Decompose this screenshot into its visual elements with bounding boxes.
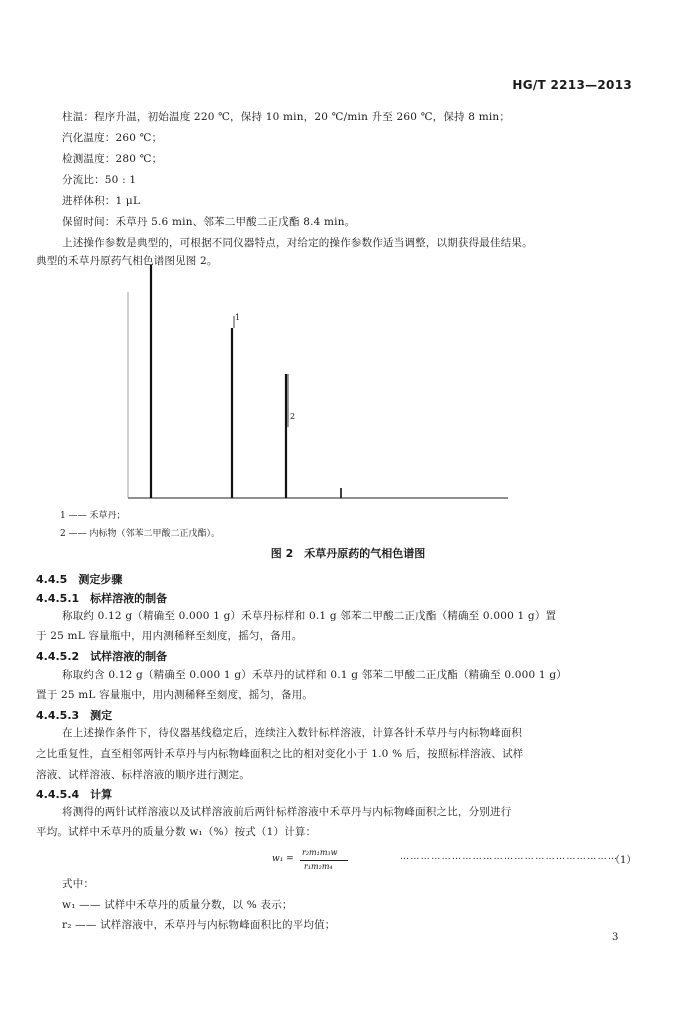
legend-item-2: 2 —— 内标物（邻苯二甲酸二正戊酯）。 — [60, 529, 220, 539]
section-4-4-5-3-line-1: 在上述操作条件下，待仪器基线稳定后，连续注入数针标样溶液，计算各针禾草丹与内标物峰面积 — [62, 727, 523, 739]
section-4-4-5-2-line-1: 称取约含 0.12 g（精确至 0.000 1 g）禾草丹的试样和 0.1 g 邻苯二甲酸二正戊酯（精确至 0.000 1 g） — [62, 669, 567, 681]
section-4-4-5-2-line-2: 置于 25 mL 容量瓶中，用内测稀释至刻度，摇匀，备用。 — [36, 689, 314, 701]
section-4-4-5-1-line-1: 称取约 0.12 g（精确至 0.000 1 g）禾草丹标样和 0.1 g 邻苯二甲酸二正戊酯（精确至 0.000 1 g）置 — [62, 610, 557, 622]
formula-denominator: r₁m₂m₄ — [304, 862, 333, 871]
peak-label-1: 1 — [235, 313, 241, 322]
where-item-r2: r₂ —— 试样溶液中，禾草丹与内标物峰面积比的平均值； — [62, 919, 336, 931]
section-4-4-5-title: 4.4.5 测定步骤 — [36, 573, 123, 586]
section-4-4-5-1-line-2: 于 25 mL 容量瓶中，用内测稀释至刻度，摇匀，备用。 — [36, 630, 303, 642]
where-label: 式中： — [62, 878, 95, 890]
section-4-4-5-3-line-2: 之比重复性，直至相邻两针禾草丹与内标物峰面积之比的相对变化小于 1.0 % 后，按照标样溶液、试样 — [36, 748, 524, 760]
section-4-4-5-4-line-2: 平均。试样中禾草丹的质量分数 w₁（%）按式（1）计算： — [36, 826, 317, 838]
equation-number: （1） — [610, 855, 637, 866]
formula-numerator: r₂m₁m₃w — [302, 848, 338, 857]
formula-lhs: w₁ = — [272, 854, 294, 864]
condition-retention-time: 保留时间：禾草丹 5.6 min、邻苯二甲酸二正戊酯 8.4 min。 — [62, 216, 356, 228]
peak-label-2: 2 — [290, 412, 296, 421]
condition-split-ratio: 分流比：50 : 1 — [62, 174, 137, 186]
formula-leader-dots: ……………………………………………………… — [400, 852, 619, 862]
legend-item-1: 1 —— 禾草丹； — [60, 511, 126, 521]
section-4-4-5-4-line-1: 将测得的两针试样溶液以及试样溶液前后两针标样溶液中禾草丹与内标物峰面积之比，分别进行 — [62, 806, 512, 818]
fraction-bar — [300, 860, 348, 861]
where-item-w1: w₁ —— 试样中禾草丹的质量分数，以 % 表示； — [62, 899, 293, 911]
chromatogram-figure — [120, 262, 520, 512]
section-4-4-5-3-title: 4.4.5.3 测定 — [36, 709, 113, 722]
condition-note: 上述操作参数是典型的，可根据不同仪器特点，对给定的操作参数作适当调整，以期获得最佳结果。 — [62, 237, 533, 249]
condition-injection-volume: 进样体积：1 μL — [62, 195, 141, 207]
condition-detect-temp: 检测温度：280 ℃； — [62, 153, 163, 165]
section-4-4-5-3-line-3: 溶液、试样溶液、标样溶液的顺序进行测定。 — [36, 769, 250, 781]
page-number: 3 — [612, 932, 619, 943]
standard-code: HG/T 2213—2013 — [512, 78, 632, 92]
condition-figure-ref: 典型的禾草丹原药气相色谱图见图 2。 — [36, 255, 218, 267]
section-4-4-5-4-title: 4.4.5.4 计算 — [36, 788, 113, 801]
condition-vaporize-temp: 汽化温度：260 ℃； — [62, 132, 163, 144]
figure-caption: 图 2 禾草丹原药的气相色谱图 — [270, 547, 426, 560]
condition-column-temp: 柱温：程序升温，初始温度 220 ℃，保持 10 min，20 ℃/min 升至 260 ℃，保持 8 min； — [62, 111, 511, 123]
section-4-4-5-2-title: 4.4.5.2 试样溶液的制备 — [36, 650, 168, 663]
section-4-4-5-1-title: 4.4.5.1 标样溶液的制备 — [36, 592, 168, 605]
formula-1 — [272, 848, 372, 876]
